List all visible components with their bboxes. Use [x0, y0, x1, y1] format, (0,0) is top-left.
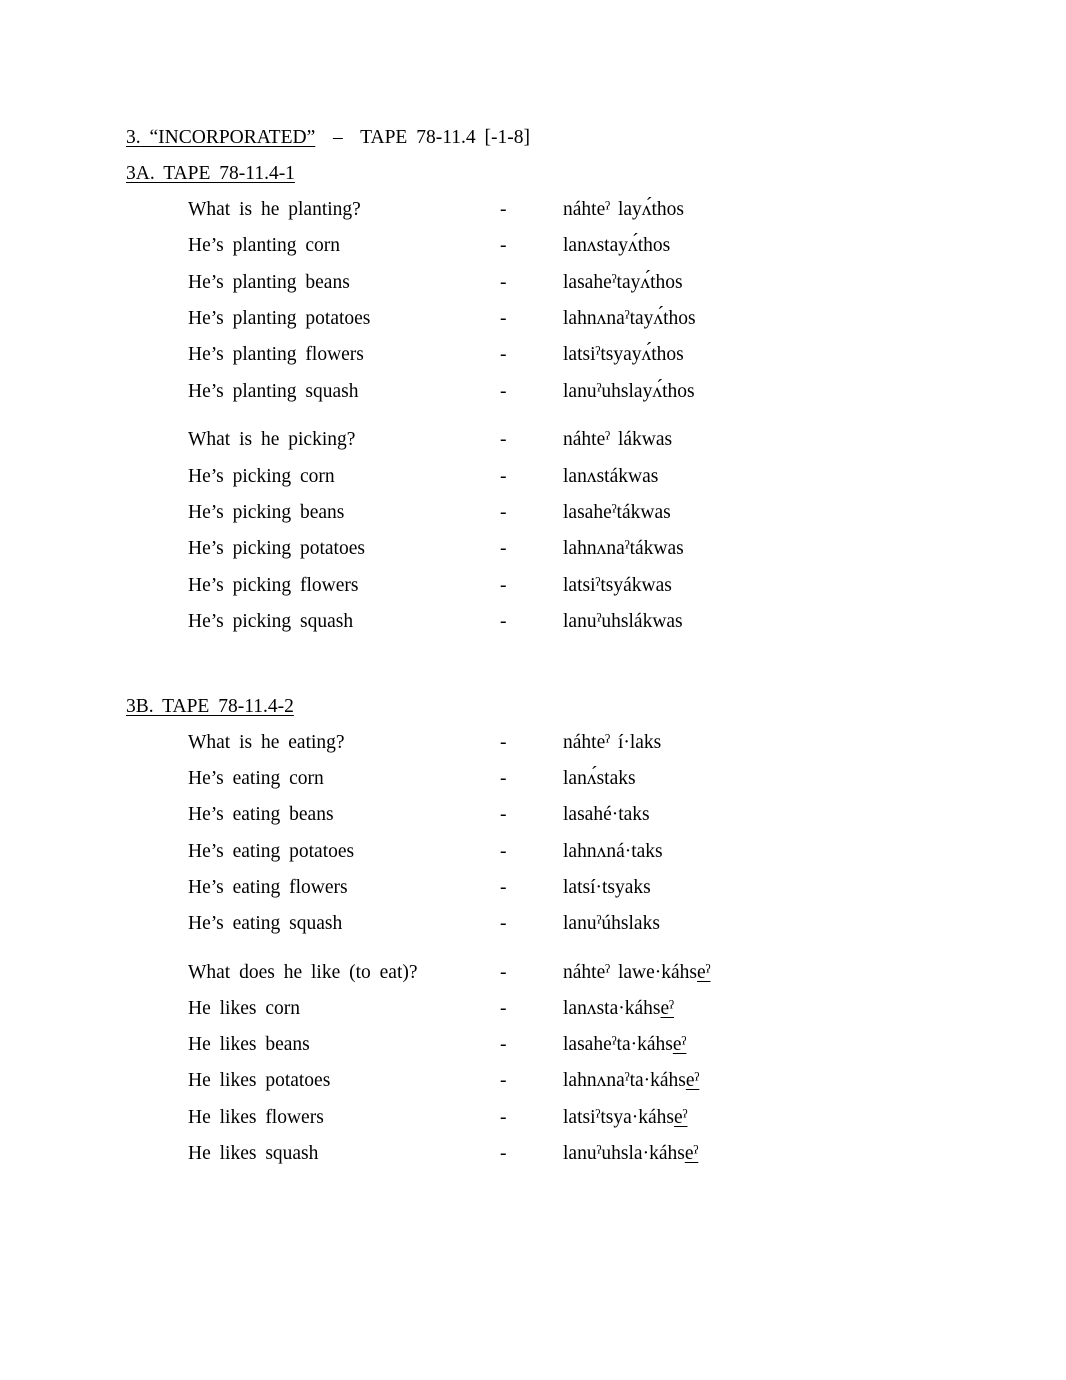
table-row [0, 573, 1066, 599]
native-underlined-ending: eˀ [685, 1070, 700, 1091]
native-phrase: lanʌ́staks [563, 768, 636, 789]
table-row [0, 464, 1066, 490]
separator: - [500, 962, 507, 983]
table-row [0, 911, 1066, 937]
subsection-a-title: 3A. TAPE 78-11.4-1 [126, 163, 295, 184]
native-phrase [563, 1141, 698, 1167]
native-phrase: náhteˀ layʌ́thos [563, 199, 685, 220]
native-phrase: náhteˀ lákwas [563, 429, 673, 450]
native-stem: náhteˀ lawe·káhs [563, 962, 697, 983]
table-row [0, 427, 1066, 453]
table-row [0, 379, 1066, 405]
english-phrase: He’s planting corn [188, 235, 341, 256]
native-stem: lasaheˀta·káhs [563, 1034, 673, 1055]
native-phrase: náhteˀ í·laks [563, 732, 662, 753]
english-phrase: He’s picking squash [188, 611, 354, 632]
separator: - [500, 768, 507, 789]
table-row [0, 1105, 1066, 1131]
separator: - [500, 913, 507, 934]
separator: - [500, 1034, 507, 1055]
english-phrase: He likes flowers [188, 1107, 324, 1128]
english-phrase: He likes corn [188, 998, 300, 1019]
english-phrase: He’s eating squash [188, 913, 343, 934]
english-phrase: What is he planting? [188, 199, 361, 220]
native-phrase [563, 996, 674, 1022]
table-row [0, 802, 1066, 828]
heading-tape: TAPE 78-11.4 [-1-8] [360, 127, 530, 148]
table-row [0, 730, 1066, 756]
english-phrase: He likes potatoes [188, 1070, 331, 1091]
separator: - [500, 1107, 507, 1128]
subsection-b-title: 3B. TAPE 78-11.4-2 [126, 696, 294, 717]
heading-dash: – [333, 127, 343, 148]
english-phrase: He’s eating corn [188, 768, 324, 789]
english-phrase: He’s picking beans [188, 502, 345, 523]
separator: - [500, 877, 507, 898]
english-phrase: He likes squash [188, 1143, 319, 1164]
english-phrase: What does he like (to eat)? [188, 962, 418, 983]
native-phrase: latsí·tsyaks [563, 877, 651, 898]
native-phrase [563, 1068, 699, 1094]
native-phrase: lahnʌná·taks [563, 841, 663, 862]
heading-number-title [126, 127, 315, 148]
native-phrase: lanuˀúhslaks [563, 913, 660, 934]
separator: - [500, 1143, 507, 1164]
native-stem: lanʌsta·káhs [563, 998, 661, 1019]
native-phrase [563, 1105, 687, 1131]
native-underlined-ending: eˀ [684, 1143, 699, 1164]
native-phrase: lasaheˀtákwas [563, 502, 671, 523]
english-phrase: He’s planting beans [188, 272, 350, 293]
table-row [0, 1032, 1066, 1058]
separator: - [500, 235, 507, 256]
table-row [0, 960, 1066, 986]
table-row [0, 609, 1066, 635]
separator: - [500, 841, 507, 862]
table-row [0, 839, 1066, 865]
native-phrase: lanʌstákwas [563, 466, 659, 487]
native-stem: lahnʌnaˀta·káhs [563, 1070, 686, 1091]
native-stem: lanuˀuhsla·káhs [563, 1143, 685, 1164]
separator: - [500, 344, 507, 365]
english-phrase: What is he picking? [188, 429, 356, 450]
english-phrase: He’s planting squash [188, 381, 359, 402]
native-phrase: latsiˀtsyayʌ́thos [563, 344, 684, 365]
separator: - [500, 611, 507, 632]
separator: - [500, 538, 507, 559]
native-phrase: lanʌstayʌ́thos [563, 235, 671, 256]
table-row [0, 536, 1066, 562]
separator: - [500, 272, 507, 293]
separator: - [500, 1070, 507, 1091]
native-underlined-ending: eˀ [673, 1107, 688, 1128]
separator: - [500, 381, 507, 402]
table-row [0, 875, 1066, 901]
heading-row [126, 125, 530, 151]
table-row [0, 233, 1066, 259]
english-phrase: He’s planting flowers [188, 344, 364, 365]
english-phrase: He’s eating beans [188, 804, 334, 825]
section-heading [0, 125, 1066, 151]
english-phrase: He’s picking flowers [188, 575, 359, 596]
separator: - [500, 804, 507, 825]
native-phrase: lasaheˀtayʌ́thos [563, 272, 683, 293]
native-phrase: lanuˀuhslayʌ́thos [563, 381, 695, 402]
native-phrase: lanuˀuhslákwas [563, 611, 683, 632]
english-phrase: He’s eating potatoes [188, 841, 355, 862]
english-phrase: He’s picking potatoes [188, 538, 365, 559]
separator: - [500, 575, 507, 596]
english-phrase: He’s eating flowers [188, 877, 348, 898]
separator: - [500, 732, 507, 753]
separator: - [500, 429, 507, 450]
native-underlined-ending: eˀ [697, 962, 711, 983]
table-row [0, 500, 1066, 526]
table-row [0, 342, 1066, 368]
native-phrase: lahnʌnaˀtayʌ́thos [563, 308, 696, 329]
native-phrase [563, 960, 711, 986]
separator: - [500, 998, 507, 1019]
separator: - [500, 466, 507, 487]
table-row [0, 306, 1066, 332]
table-row [0, 1068, 1066, 1094]
native-underlined-ending: eˀ [660, 998, 674, 1019]
english-phrase: He’s planting potatoes [188, 308, 371, 329]
separator: - [500, 502, 507, 523]
separator: - [500, 308, 507, 329]
native-underlined-ending: eˀ [672, 1034, 687, 1055]
heading-number: 3. [126, 127, 141, 148]
native-phrase [563, 1032, 686, 1058]
english-phrase: What is he eating? [188, 732, 345, 753]
table-row [0, 1141, 1066, 1167]
heading-title: “INCORPORATED” [149, 127, 316, 148]
table-row [0, 766, 1066, 792]
native-phrase: lasahé·taks [563, 804, 650, 825]
table-row [0, 197, 1066, 223]
native-phrase: lahnʌnaˀtákwas [563, 538, 684, 559]
separator: - [500, 199, 507, 220]
subsection-b-heading [0, 694, 1066, 720]
table-row [0, 996, 1066, 1022]
native-phrase: latsiˀtsyákwas [563, 575, 672, 596]
native-stem: latsiˀtsya·káhs [563, 1107, 674, 1128]
english-phrase: He likes beans [188, 1034, 310, 1055]
subsection-a-heading [0, 161, 1066, 187]
table-row [0, 270, 1066, 296]
english-phrase: He’s picking corn [188, 466, 335, 487]
